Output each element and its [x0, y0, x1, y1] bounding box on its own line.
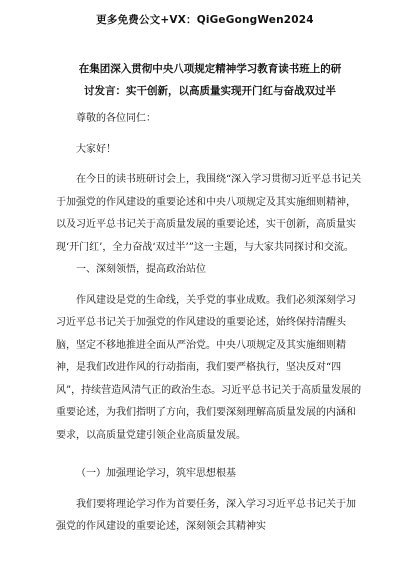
promo-banner: 更多免费公文+VX：QiGeGongWen2024 [96, 14, 314, 26]
salutation: 尊敬的各位同仁： [76, 113, 156, 124]
subsection-heading-1: （一）加强理论学习，筑牢思想根基 [76, 468, 236, 479]
intro-paragraph: 在今日的读书班研讨会上，我围绕“深入学习贯彻习近平总书记关于加强党的作风建设的重要论述和中央八项规定及其实施细则精神，以及习近平总书记关于高质量发展的重要论述，实干创新，高质量实现‘开门红’，全力奋战‘双过半’”这一主题，与大家共同探讨和交流。 [56, 174, 362, 253]
document-body [56, 108, 364, 539]
document-title [56, 58, 364, 102]
title-line-1: 在集团深入贯彻中央八项规定精神学习教育读书班上的研 [78, 63, 342, 75]
subsection-1-paragraph: 我们要将理论学习作为首要任务，深入学习习近平总书记关于加强党的作风建设的重要论述，深刻领会其精神实 [56, 498, 356, 532]
title-line-2: 讨发言：实干创新，以高质量实现开门红与奋战双过半 [84, 85, 336, 97]
greeting: 大家好！ [76, 143, 116, 155]
section-1-paragraph: 作风建设是党的生命线，关乎党的事业成败。我们必须深刻学习习近平总书记关于加强党的作风建设的重要论述，始终保持清醒头脑，坚定不移地推进全面从严治党。中央八项规定及其实施细则精神，是我们改进作风的行动指南，我们要严格执行，坚决反对“四风”，持续营造风清气正的政治生态。习近平总书记关于高质量发展的重要论述，为我们指明了方向，我们要深刻理解高质量发展的内涵和要求，以高质量党建引领企业高质量发展。 [56, 294, 362, 441]
section-heading-1: 一、深刻领悟，提高政治站位 [76, 264, 206, 275]
